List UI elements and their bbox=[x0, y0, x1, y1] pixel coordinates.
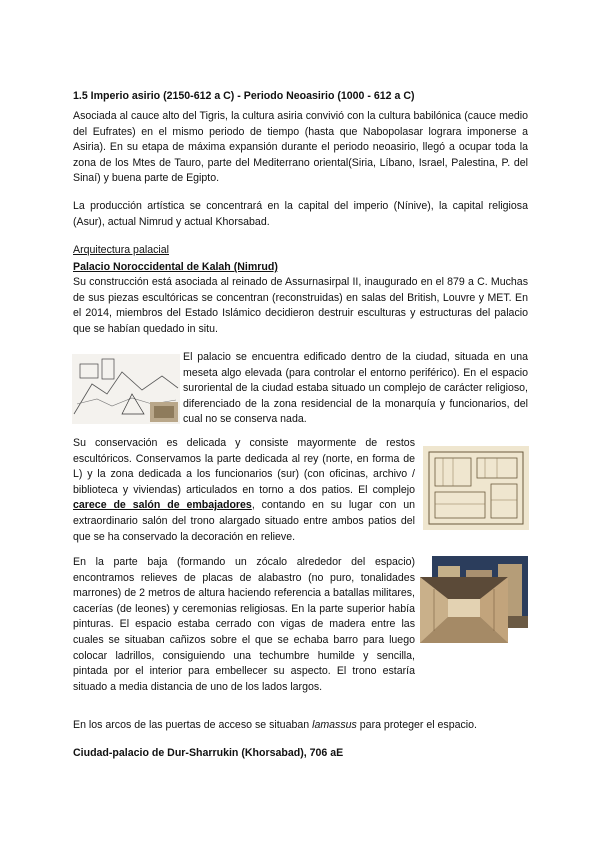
palace-paragraph-2: El palacio se encuentra edificado dentro de la ciudad, situada en una meseta algo elevada (para controlar el entorno periférico). En el espacio suroriental de la ciudad estaba situado un complejo de carácter religioso, diferenciado de la zona residencial de la monarquía y funcionarios, del cual no se conserva nada. bbox=[183, 351, 528, 426]
lamassu-text-start: En los arcos de las puertas de acceso se situaban bbox=[73, 719, 313, 731]
palace-title: Palacio Noroccidental de Kalah (Nimrud) bbox=[73, 261, 278, 273]
lamassus-term: lamassus bbox=[312, 719, 357, 731]
palace-plan-image bbox=[423, 446, 529, 530]
lamassu-paragraph bbox=[73, 718, 528, 734]
lamassu-text-end: para proteger el espacio. bbox=[356, 719, 477, 731]
intro-paragraph-1: Asociada al cauce alto del Tigris, la cultura asiria convivió con la cultura babilónica (cauce medio del Eufrates) en el mismo periodo de tiempo (hasta que Nabopolasar lograra imponerse a Asiria). En su etapa de máxima expansión durante el periodo neoasirio, llegó a ocupar toda la zona de los Mtes de Tauro, parte del Mediterrano oriental(Siria, Líbano, Israel, Palestina, P. del Sinaí) y buena parte de Egipto. bbox=[73, 110, 528, 185]
next-section-heading: Ciudad-palacio de Dur-Sharrukin (Khorsabad), 706 aE bbox=[73, 747, 344, 759]
palace-paragraph-4: En la parte baja (formando un zócalo alrededor del espacio) encontramos relieves de placas de alabastro (no puro, tonalidades marrones) de 2 metros de altura haciendo referencia a batallas militares, cacerías (de leones) y ceremonias religiosas. En la parte superior había pinturas. El espacio estaba cerrado con vigas de madera entre las cuales se situaban cañizos sobre el que se echaba barro para luego colocar ladrillos, consiguiendo una techumbre humilde y sencilla, pintada por el interior para embellecer su aspecto. El trono estaría situado a media distancia de uno de los lados largos. bbox=[73, 556, 415, 693]
paragraph-3-text-start: Su conservación es delicada y consiste mayormente de restos escultóricos. Conservamos la parte dedicada al rey (norte, en forma de L) y la zona dedicada a los funcionarios (sur) (con oficinas, archivo / biblioteca y viviendas) articulados en torno a dos patios. El complejo bbox=[73, 437, 415, 496]
relief-sketch-image bbox=[72, 354, 180, 424]
throne-room-reconstruction-photo bbox=[420, 577, 508, 643]
intro-paragraph-2: La producción artística se concentrará en la capital del imperio (Nínive), la capital religiosa (Asur), actual Nimrud y actual Khorsabad. bbox=[73, 200, 528, 228]
palace-paragraph-3 bbox=[73, 436, 415, 545]
subsection-title: Arquitectura palacial bbox=[73, 244, 169, 256]
section-heading: 1.5 Imperio asirio (2150-612 a C) - Periodo Neoasirio (1000 - 612 a C) bbox=[73, 90, 415, 102]
paragraph-3-text-end: , contando en su lugar con un extraordinario salón del trono alargado situado entre ambos patios del que se ha conservado la decoración en relieve. bbox=[73, 499, 415, 543]
emphasis-no-embassy-hall: carece de salón de embajadores bbox=[73, 499, 252, 512]
palace-paragraph-1: Su construcción está asociada al reinado de Assurnasirpal II, inaugurado en el 879 a C. Muchas de sus piezas escultóricas se concentran (reconstruidas) en salas del British, Louvre y MET. En el 2014, miembros del Estado Islámico decidieron destruir esculturas y estructuras del palacio que se habían quedado in situ. bbox=[73, 276, 528, 335]
